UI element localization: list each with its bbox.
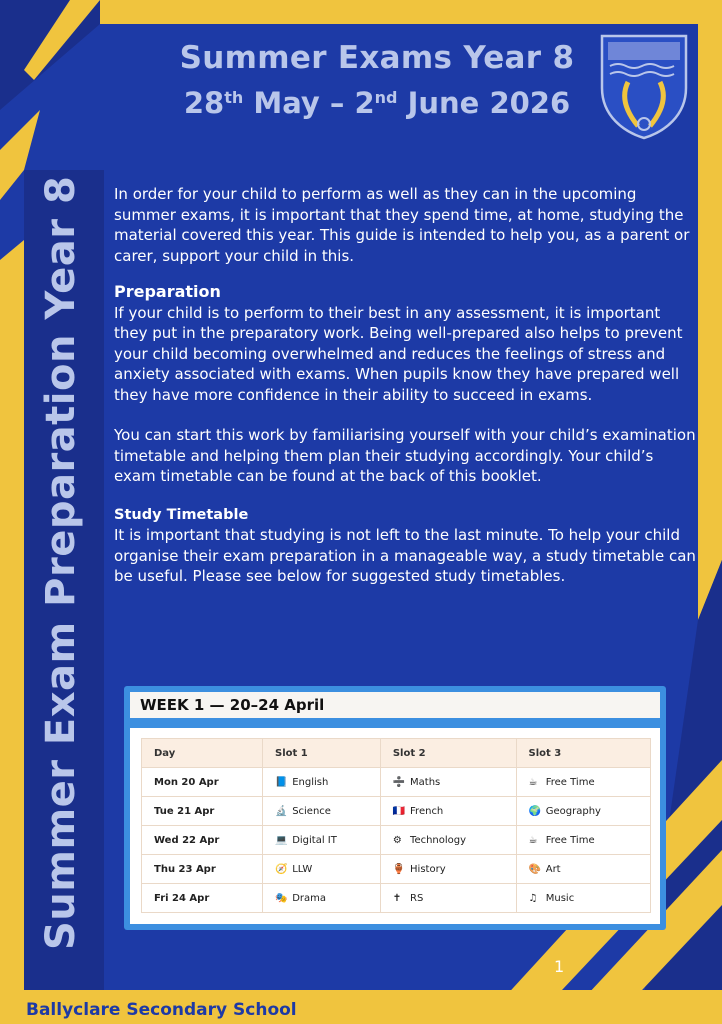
subject-icon: ☕: [528, 834, 538, 846]
subject-label: Technology: [410, 834, 467, 846]
slot-cell: [380, 826, 516, 855]
subject-icon: ➗: [392, 776, 406, 788]
slot-cell: [380, 797, 516, 826]
subject-label: Free Time: [545, 834, 595, 846]
slot-cell: [263, 768, 381, 797]
subject-label: Maths: [410, 776, 441, 788]
slot-cell: [516, 855, 650, 884]
column-header: Slot 1: [263, 739, 381, 768]
slot-cell: [516, 884, 650, 913]
subject-icon: 🌍: [528, 805, 541, 817]
column-header: Day: [142, 739, 263, 768]
preparation-paragraph-2: You can start this work by familiarising yourself with your child’s examination timetable and helping them plan their studying accordingly. Your child’s exam timetable can be found at the back of this booklet.: [114, 426, 696, 485]
subject-icon: ♫: [528, 892, 538, 904]
subject-icon: 💻: [275, 834, 288, 846]
exam-dates: 28th May – 2nd June 2026: [183, 86, 571, 120]
table-row: [142, 855, 651, 884]
subject-icon: 🏺: [392, 863, 406, 875]
subject-icon: ✝: [392, 892, 402, 904]
subject-label: History: [410, 863, 446, 875]
subject-label: Geography: [545, 805, 601, 817]
slot-cell: [263, 855, 381, 884]
subject-label: Music: [545, 892, 575, 904]
preparation-heading: Preparation: [114, 282, 221, 301]
slot-cell: [380, 855, 516, 884]
subject-icon: ☕: [528, 776, 538, 788]
page-number: 1: [554, 957, 565, 976]
slot-cell: [263, 826, 381, 855]
preparation-paragraph-1: If your child is to perform to their best in any assessment, it is important they put in the preparatory work. Being well-prepared also helps to prevent your child becoming overwhelmed and reduces the feelings of stress and anxiety associated with exams. When pupils know they have prepared well they have more confidence in their ability to succeed in exams.: [114, 303, 683, 404]
slot-cell: [263, 797, 381, 826]
table-row: [142, 768, 651, 797]
subject-label: English: [292, 776, 329, 788]
study-timetable-heading: Study Timetable: [114, 506, 249, 523]
slot-cell: [263, 884, 381, 913]
day-cell: Tue 21 Apr: [142, 797, 263, 826]
table-row: [142, 826, 651, 855]
subject-label: Drama: [292, 892, 326, 904]
timetable-title: WEEK 1 — 20–24 April: [130, 692, 660, 718]
study-timetable: [141, 738, 651, 913]
subject-label: Science: [292, 805, 331, 817]
slot-cell: [380, 884, 516, 913]
day-cell: Wed 22 Apr: [142, 826, 263, 855]
subject-label: Free Time: [545, 776, 595, 788]
body-text: [114, 184, 698, 587]
subject-icon: 🇫🇷: [392, 805, 406, 817]
intro-paragraph: In order for your child to perform as well as they can in the upcoming summer exams, it is important that they spend time, at home, studying the material covered this year. This guide is intended to help you, as a parent or carer, support your child in this.: [114, 185, 690, 265]
footer-school-name: Ballyclare Secondary School: [26, 1000, 297, 1020]
day-cell: Thu 23 Apr: [142, 855, 263, 884]
subject-icon: 🎨: [528, 863, 541, 875]
slot-cell: [516, 797, 650, 826]
subject-label: Digital IT: [292, 834, 337, 846]
day-cell: Fri 24 Apr: [142, 884, 263, 913]
header-band: [100, 0, 722, 24]
subject-label: French: [410, 805, 444, 817]
page-title: Summer Exams Year 8: [179, 40, 575, 76]
study-timetable-paragraph: It is important that studying is not left to the last minute. To help your child organise their exam preparation in a manageable way, a study timetable can be useful. Please see below for suggested study timetables.: [114, 526, 696, 585]
subject-icon: 🎭: [275, 892, 288, 904]
side-title: Summer Exam Preparation Year 8: [38, 175, 84, 950]
subject-label: Art: [545, 863, 561, 875]
subject-icon: ⚙: [392, 834, 402, 846]
subject-label: RS: [410, 892, 424, 904]
day-cell: Mon 20 Apr: [142, 768, 263, 797]
subject-icon: 🧭: [275, 863, 288, 875]
subject-icon: 🔬: [275, 805, 288, 817]
slot-cell: [516, 826, 650, 855]
school-crest-icon: [598, 32, 690, 140]
slot-cell: [516, 768, 650, 797]
column-header: Slot 3: [516, 739, 650, 768]
subject-icon: 📘: [275, 776, 288, 788]
table-row: [142, 884, 651, 913]
column-header: Slot 2: [380, 739, 516, 768]
slot-cell: [380, 768, 516, 797]
table-header-row: [142, 739, 651, 768]
subject-label: LLW: [292, 863, 313, 875]
table-row: [142, 797, 651, 826]
